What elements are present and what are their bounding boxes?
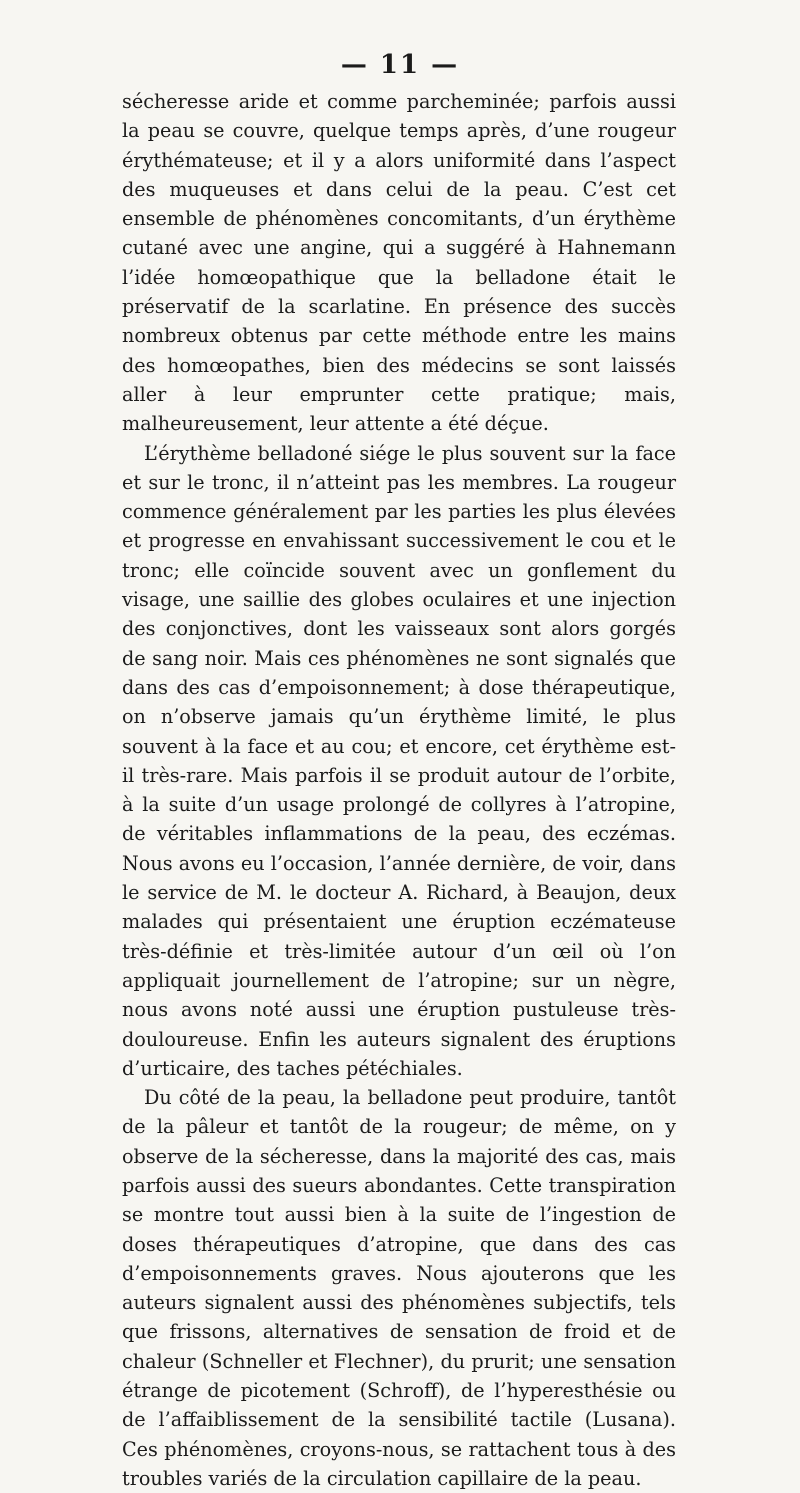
paragraph-continuation: sécheresse aride et comme parcheminée; parfois aussi la peau se couvre, quelque temps après, d’une rougeur érythémateuse; et il y a alors uniformité dans l’aspect des muqueuses et dans celui de la peau. C’est cet ensemble de phénomènes concomitants, d’un érythème cutané avec une angine, qui a suggéré à Hahnemann l’idée homœopathique que la belladone était le préservatif de la scarlatine. En présence des succès nombreux obtenus par cette méthode entre les mains des homœopathes, bien des médecins se sont laissés aller à leur emprunter cette pratique; mais, malheureusement, leur attente a été déçue. <box>122 90 676 436</box>
paragraph-skin-effects: Du côté de la peau, la belladone peut produire, tantôt de la pâleur et tantôt de la rougeur; de même, on y observe de la sécheresse, dans la majorité des cas, mais parfois aussi des sueurs abondantes. Cette transpiration se montre tout aussi bien à la suite de l’ingestion de doses thérapeutiques d’atropine, que dans des cas d’empoisonnements graves. Nous ajouterons que les auteurs signalent aussi des phénomènes subjectifs, tels que frissons, alternatives de sensation de froid et de chaleur (Schneller et Flechner), du prurit; une sensation étrange de picotement (Schroff), de l’hyperesthésie ou de l’affaiblissement de la sensibilité tactile (Lusana). Ces phénomènes, croyons-nous, se rattachent tous à des troubles variés de la circulation capillaire de la peau. <box>122 1086 676 1490</box>
page-number: — 11 — <box>340 50 460 80</box>
body-text <box>122 87 676 1493</box>
paragraph-erythema: L’érythème belladoné siége le plus souvent sur la face et sur le tronc, il n’atteint pas les membres. La rougeur commence généralement par les parties les plus élevées et progresse en envahissant successivement le cou et le tronc; elle coïncide souvent avec un gonflement du visage, une saillie des globes oculaires et une injection des conjonctives, dont les vaisseaux sont alors gorgés de sang noir. Mais ces phénomènes ne sont signalés que dans des cas d’empoisonnement; à dose thérapeutique, on n’observe jamais qu’un érythème limité, le plus souvent à la face et au cou; et encore, cet érythème est-il très-rare. Mais parfois il se produit autour de l’orbite, à la suite d’un usage prolongé de collyres à l’atropine, de véritables inflammations de la peau, des eczémas. Nous avons eu l’occasion, l’année dernière, de voir, dans le service de M. le docteur A. Richard, à Beaujon, deux malades qui présentaient une éruption eczémateuse très-définie et très-limitée autour d’un œil où l’on appliquait journellement de l’atropine; sur un nègre, nous avons noté aussi une éruption pustuleuse très-douloureuse. Enfin les auteurs signalent des éruptions d’urticaire, des taches pétéchiales. <box>122 441 676 1080</box>
